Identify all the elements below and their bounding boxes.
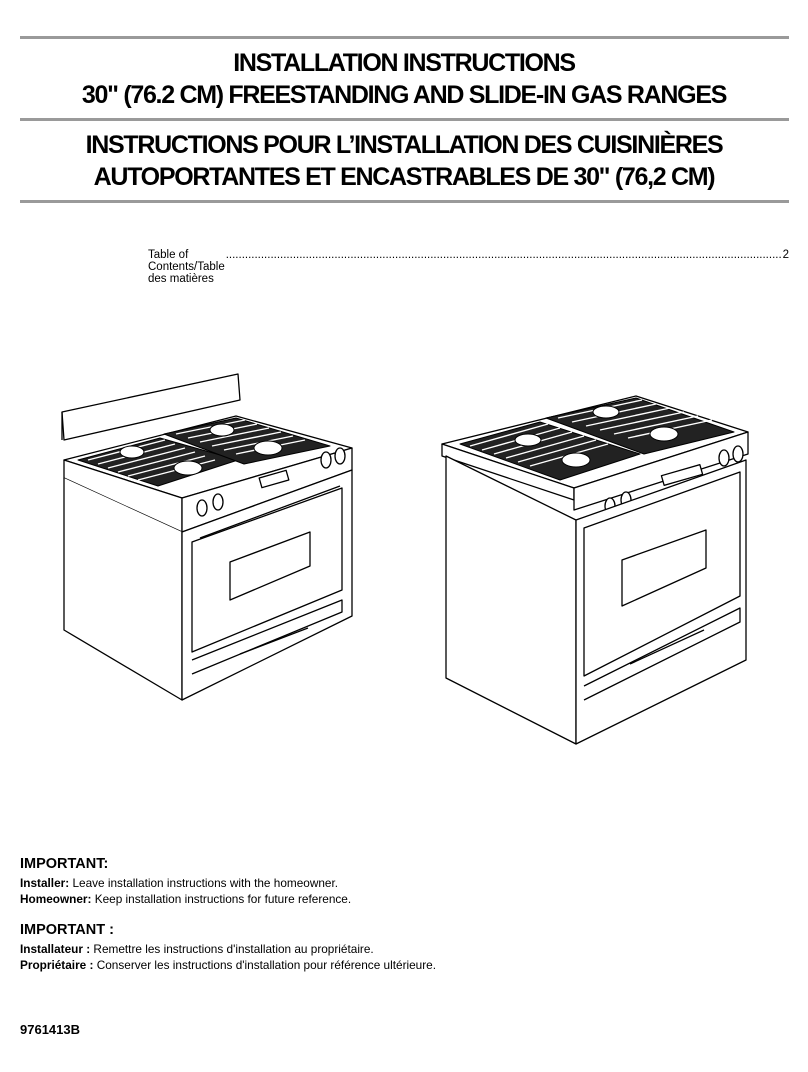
important-fr-heading: IMPORTANT : bbox=[20, 922, 114, 938]
document-number: 9761413B bbox=[20, 1022, 80, 1037]
title-fr-line1: INSTRUCTIONS POUR L’INSTALLATION DES CUISINIÈRES bbox=[85, 131, 723, 159]
toc-entry[interactable] bbox=[148, 249, 790, 285]
homeowner-label-en: Homeowner: bbox=[20, 892, 92, 906]
owner-label-fr: Propriétaire : bbox=[20, 958, 94, 972]
toc-label: Table of Contents/Table des matières bbox=[148, 249, 225, 285]
toc-leader-dots: .............................................................................................................................................................................. bbox=[225, 249, 782, 261]
bottom-rule bbox=[20, 200, 789, 203]
installer-text-fr: Remettre les instructions d'installation au propriétaire. bbox=[90, 942, 374, 956]
homeowner-text-en: Keep installation instructions for future reference. bbox=[91, 892, 352, 906]
installer-note-fr bbox=[20, 942, 374, 956]
ranges-illustration bbox=[40, 360, 760, 760]
toc-page-number: 2 bbox=[782, 249, 790, 261]
homeowner-note-en bbox=[20, 892, 351, 906]
middle-rule bbox=[20, 118, 789, 121]
title-en-line2: 30" (76.2 CM) FREESTANDING AND SLIDE-IN GAS RANGES bbox=[81, 81, 727, 109]
owner-note-fr bbox=[20, 958, 436, 972]
installer-text-en: Leave installation instructions with the homeowner. bbox=[69, 876, 339, 890]
slide-in-range-drawing bbox=[442, 396, 748, 744]
owner-text-fr: Conserver les instructions d'installation pour référence ultérieure. bbox=[93, 958, 437, 972]
freestanding-range-drawing bbox=[62, 374, 352, 700]
title-fr-line2: AUTOPORTANTES ET ENCASTRABLES DE 30" (76,2 CM) bbox=[93, 163, 715, 191]
installer-label-en: Installer: bbox=[20, 876, 70, 890]
installer-note-en bbox=[20, 876, 338, 890]
installer-label-fr: Installateur : bbox=[20, 942, 91, 956]
top-rule bbox=[20, 36, 789, 39]
important-en-heading: IMPORTANT: bbox=[20, 856, 109, 872]
title-en-line1: INSTALLATION INSTRUCTIONS bbox=[233, 49, 575, 77]
